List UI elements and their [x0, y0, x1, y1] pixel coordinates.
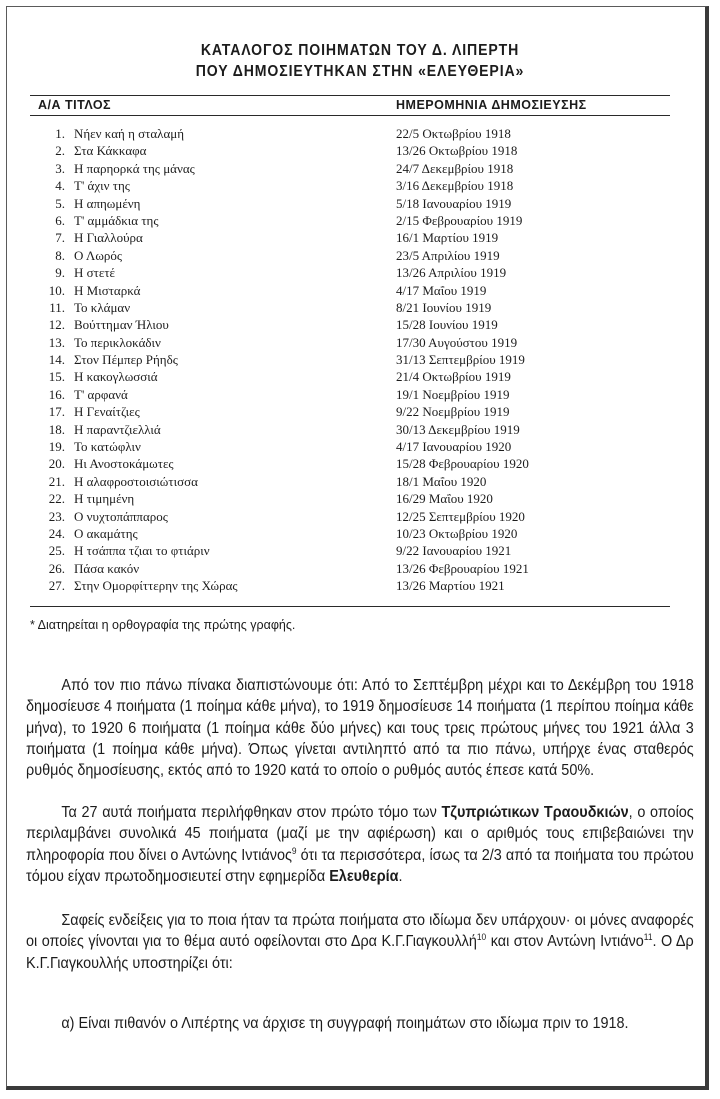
table-top-rule — [30, 95, 670, 96]
poem-table-body — [0, 126, 720, 596]
publication-date: 12/25 Σεπτεμβρίου 1920 — [396, 508, 525, 524]
table-row — [0, 265, 720, 282]
publication-date: 13/26 Απριλίου 1919 — [396, 265, 507, 281]
table-row — [0, 248, 720, 265]
book-title-bold: Τζυπριώτικων Τραουδκιών — [441, 804, 629, 821]
table-row — [0, 283, 720, 300]
table-row — [0, 369, 720, 386]
row-number: 12. — [48, 317, 65, 333]
table-row — [0, 543, 720, 560]
row-number: 26. — [48, 560, 65, 576]
row-number: 20. — [48, 456, 65, 472]
poem-title: Η στετέ — [74, 265, 116, 281]
poem-title: Στον Πέμπερ Ρήηδς — [74, 352, 178, 368]
table-header-rule — [30, 115, 670, 116]
publication-date: 24/7 Δεκεμβρίου 1918 — [396, 160, 514, 176]
publication-date: 13/26 Οκτωβρίου 1918 — [396, 143, 518, 159]
row-number: 17. — [48, 404, 65, 420]
publication-date: 3/16 Δεκεμβρίου 1918 — [396, 178, 514, 194]
publication-date: 21/4 Οκτωβρίου 1919 — [396, 369, 511, 385]
poem-title: Το περικλοκάδιν — [74, 334, 161, 350]
row-number: 22. — [48, 491, 65, 507]
page-title-line2: ΠΟΥ ΔΗΜΟΣΙΕΥΤΗΚΑΝ ΣΤΗΝ «ΕΛΕΥΘΕΡΙΑ» — [195, 63, 525, 80]
paragraph-3-text: Σαφείς ενδείξεις για το ποια ήταν τα πρώτα ποιήματα στο ιδίωμα δεν υπάρχουν· οι μόνες αναφορές οι οποίες γίνονται για το θέμα αυτό οφείλονται στο Δρα Κ.Γ.Γιαγκουλλή$^{10}$ και στον Αντώνη Ιντιάνο$^{11}$. Ο Δρ Κ.Γ.Γιαγκουλλής υποστηρίζει ότι: — [26, 912, 694, 972]
publication-date: 2/15 Φεβρουαρίου 1919 — [396, 212, 523, 228]
row-number: 15. — [48, 369, 65, 385]
poem-title: Η παρηορκά της μάνας — [74, 160, 195, 176]
publication-date: 16/29 Μαΐου 1920 — [396, 491, 493, 507]
poem-title: Η τσάππα τζιαι το φτιάριν — [74, 543, 210, 559]
row-number: 19. — [48, 439, 65, 455]
table-row — [0, 317, 720, 334]
table-row — [0, 491, 720, 508]
page-title-line1: ΚΑΤΑΛΟΓΟΣ ΠΟΙΗΜΑΤΩΝ ΤΟΥ Δ. ΛΙΠΕΡΤΗ — [200, 42, 520, 59]
table-row — [0, 422, 720, 439]
footnote-ref-11: 11 — [643, 932, 653, 943]
table-row — [0, 387, 720, 404]
row-number: 23. — [48, 508, 65, 524]
row-number: 25. — [48, 543, 65, 559]
row-number: 21. — [48, 473, 65, 489]
row-number: 9. — [55, 265, 65, 281]
publication-date: 4/17 Ιανουαρίου 1920 — [396, 439, 512, 455]
publication-date: 31/13 Σεπτεμβρίου 1919 — [396, 352, 525, 368]
table-row — [0, 561, 720, 578]
publication-date: 18/1 Μαΐου 1920 — [396, 473, 487, 489]
table-row — [0, 230, 720, 247]
poem-title: Πάσα κακόν — [74, 560, 140, 576]
row-number: 4. — [55, 178, 65, 194]
paragraph-1 — [26, 675, 694, 781]
poem-title: Στα Κάκκαφα — [74, 143, 147, 159]
table-row — [0, 335, 720, 352]
row-number: 13. — [48, 334, 65, 350]
row-number: 3. — [55, 160, 65, 176]
publication-date: 4/17 Μαΐου 1919 — [396, 282, 487, 298]
publication-date: 10/23 Οκτωβρίου 1920 — [396, 525, 518, 541]
row-number: 11. — [49, 299, 65, 315]
table-row — [0, 474, 720, 491]
publication-date: 15/28 Ιουνίου 1919 — [396, 317, 498, 333]
poem-title: Στην Ομορφίττερην της Χώρας — [74, 578, 238, 594]
newspaper-name-bold: Ελευθερία — [329, 867, 399, 885]
table-row — [0, 196, 720, 213]
poem-title: Ο ακαμάτης — [74, 525, 138, 541]
column-header-index-title: Α/Α ΤΙΤΛΟΣ — [38, 98, 112, 112]
paragraph-2 — [26, 802, 694, 887]
poem-title: Βούττημαν Ήλιου — [74, 317, 169, 333]
footnote-ref-10: 10 — [476, 932, 487, 943]
table-bottom-rule — [30, 606, 670, 607]
publication-date: 8/21 Ιουνίου 1919 — [396, 299, 492, 315]
poem-title: Ο Λωρός — [74, 247, 123, 263]
table-row — [0, 126, 720, 143]
footnote: * Διατηρείται η ορθογραφία της πρώτης γραφής. — [30, 618, 296, 632]
publication-date: 15/28 Φεβρουαρίου 1920 — [396, 456, 529, 472]
table-row — [0, 213, 720, 230]
table-row — [0, 143, 720, 160]
row-number: 2. — [55, 143, 65, 159]
paragraph-3 — [26, 910, 694, 974]
paragraph-2-text: Τα 27 αυτά ποιήματα περιλήφθηκαν στον πρώτο τόμο των Τζυπριώτικων Τραουδκιών, ο οποίος περιλαμβάνει συνολικά 45 ποιήματα (μαζί με την αφιέρωση) και ο αριθμός τους επιβεβαιώνει την πληροφορία που δίνει ο Αντώνης Ιντιάνος$^9$ ότι τα περισσότερα, ίσως τα 2/3 από τα ποιήματα του πρώτου τόμου είχαν πρωτοδημοσιευτεί στην εφημερίδα Ελευθερία. — [26, 804, 694, 885]
row-number: 18. — [48, 421, 65, 437]
publication-date: 23/5 Απριλίου 1919 — [396, 247, 500, 263]
publication-date: 17/30 Αυγούστου 1919 — [396, 334, 518, 350]
row-number: 24. — [48, 525, 65, 541]
row-number: 7. — [55, 230, 65, 246]
publication-date: 19/1 Νοεμβρίου 1919 — [396, 386, 510, 402]
poem-title: Το κλάμαν — [74, 299, 131, 315]
poem-title: Τ' άχιν της — [74, 178, 130, 194]
poem-title: Η απηωμένη — [74, 195, 141, 211]
table-row — [0, 509, 720, 526]
publication-date: 30/13 Δεκεμβρίου 1919 — [396, 421, 520, 437]
row-number: 6. — [55, 212, 65, 228]
table-row — [0, 439, 720, 456]
publication-date: 13/26 Μαρτίου 1921 — [396, 578, 505, 594]
poem-title: Ηι Ανοστοκάμωτες — [74, 456, 174, 472]
poem-title: Η κακογλωσσιά — [74, 369, 158, 385]
row-number: 8. — [55, 247, 65, 263]
footnote-ref-9: 9 — [291, 845, 297, 856]
poem-title: Τ' αρφανά — [74, 386, 128, 402]
poem-title: Ο νυχτοπάππαρος — [74, 508, 168, 524]
paragraph-1-text: Από τον πιο πάνω πίνακα διαπιστώνουμε ότι: Από το Σεπτέμβρη μέχρι και το Δεκέμβρη του 1918 δημοσίευσε 4 ποιήματα (1 ποίημα κάθε μήνα), το 1919 δημοσίευσε 14 ποιήματα (1 περίπου ποίημα κάθε μήνα), το 1920 6 ποιήματα (1 ποίημα κάθε δύο μήνες) και τους τρεις πρώτους μήνες του 1921 άλλα 3 ποιήματα (1 ποίημα κάθε μήνα). Όπως γίνεται αντιληπτό από τα πιο πάνω, υπήρχε ένας σταθερός ρυθμός δημοσίευσης, εκτός από το 1920 κατά το οποίο ο ρυθμός αυτός έπεσε κατά 50%. — [26, 677, 694, 780]
poem-title: Η Γιαλλούρα — [74, 230, 143, 246]
row-number: 10. — [48, 282, 65, 298]
poem-title: Τ' αμμάδκια της — [74, 212, 159, 228]
row-number: 5. — [55, 195, 65, 211]
table-row — [0, 300, 720, 317]
publication-date: 9/22 Νοεμβρίου 1919 — [396, 404, 510, 420]
paragraph-4-text: α) Είναι πιθανόν ο Λιπέρτης να άρχισε τη συγγραφή ποιημάτων στο ιδίωμα πριν το 1918. — [61, 1015, 629, 1032]
poem-title: Η τιμημένη — [74, 491, 135, 507]
row-number: 14. — [48, 352, 65, 368]
table-row — [0, 178, 720, 195]
publication-date: 16/1 Μαρτίου 1919 — [396, 230, 499, 246]
publication-date: 22/5 Οκτωβρίου 1918 — [396, 126, 511, 141]
table-row — [0, 352, 720, 369]
table-row — [0, 526, 720, 543]
paragraph-4 — [26, 1013, 694, 1034]
poem-title: Η παραντζιελλιά — [74, 421, 161, 437]
row-number: 1. — [55, 126, 65, 141]
row-number: 27. — [48, 578, 65, 594]
publication-date: 9/22 Ιανουαρίου 1921 — [396, 543, 512, 559]
poem-title: Το κατώφλιν — [74, 439, 141, 455]
column-header-date: ΗΜΕΡΟΜΗΝΙΑ ΔΗΜΟΣΙΕΥΣΗΣ — [396, 98, 587, 112]
table-row — [0, 456, 720, 473]
row-number: 16. — [48, 386, 65, 402]
poem-title: Νήεν καή η σταλαμή — [74, 126, 185, 141]
poem-title: Η αλαφροστοισιώτισσα — [74, 473, 198, 489]
table-row — [0, 578, 720, 595]
poem-title: Η Μισταρκά — [74, 282, 141, 298]
publication-date: 5/18 Ιανουαρίου 1919 — [396, 195, 512, 211]
poem-title: Η Γεναίτζιες — [74, 404, 140, 420]
table-row — [0, 161, 720, 178]
table-row — [0, 404, 720, 421]
publication-date: 13/26 Φεβρουαρίου 1921 — [396, 560, 529, 576]
